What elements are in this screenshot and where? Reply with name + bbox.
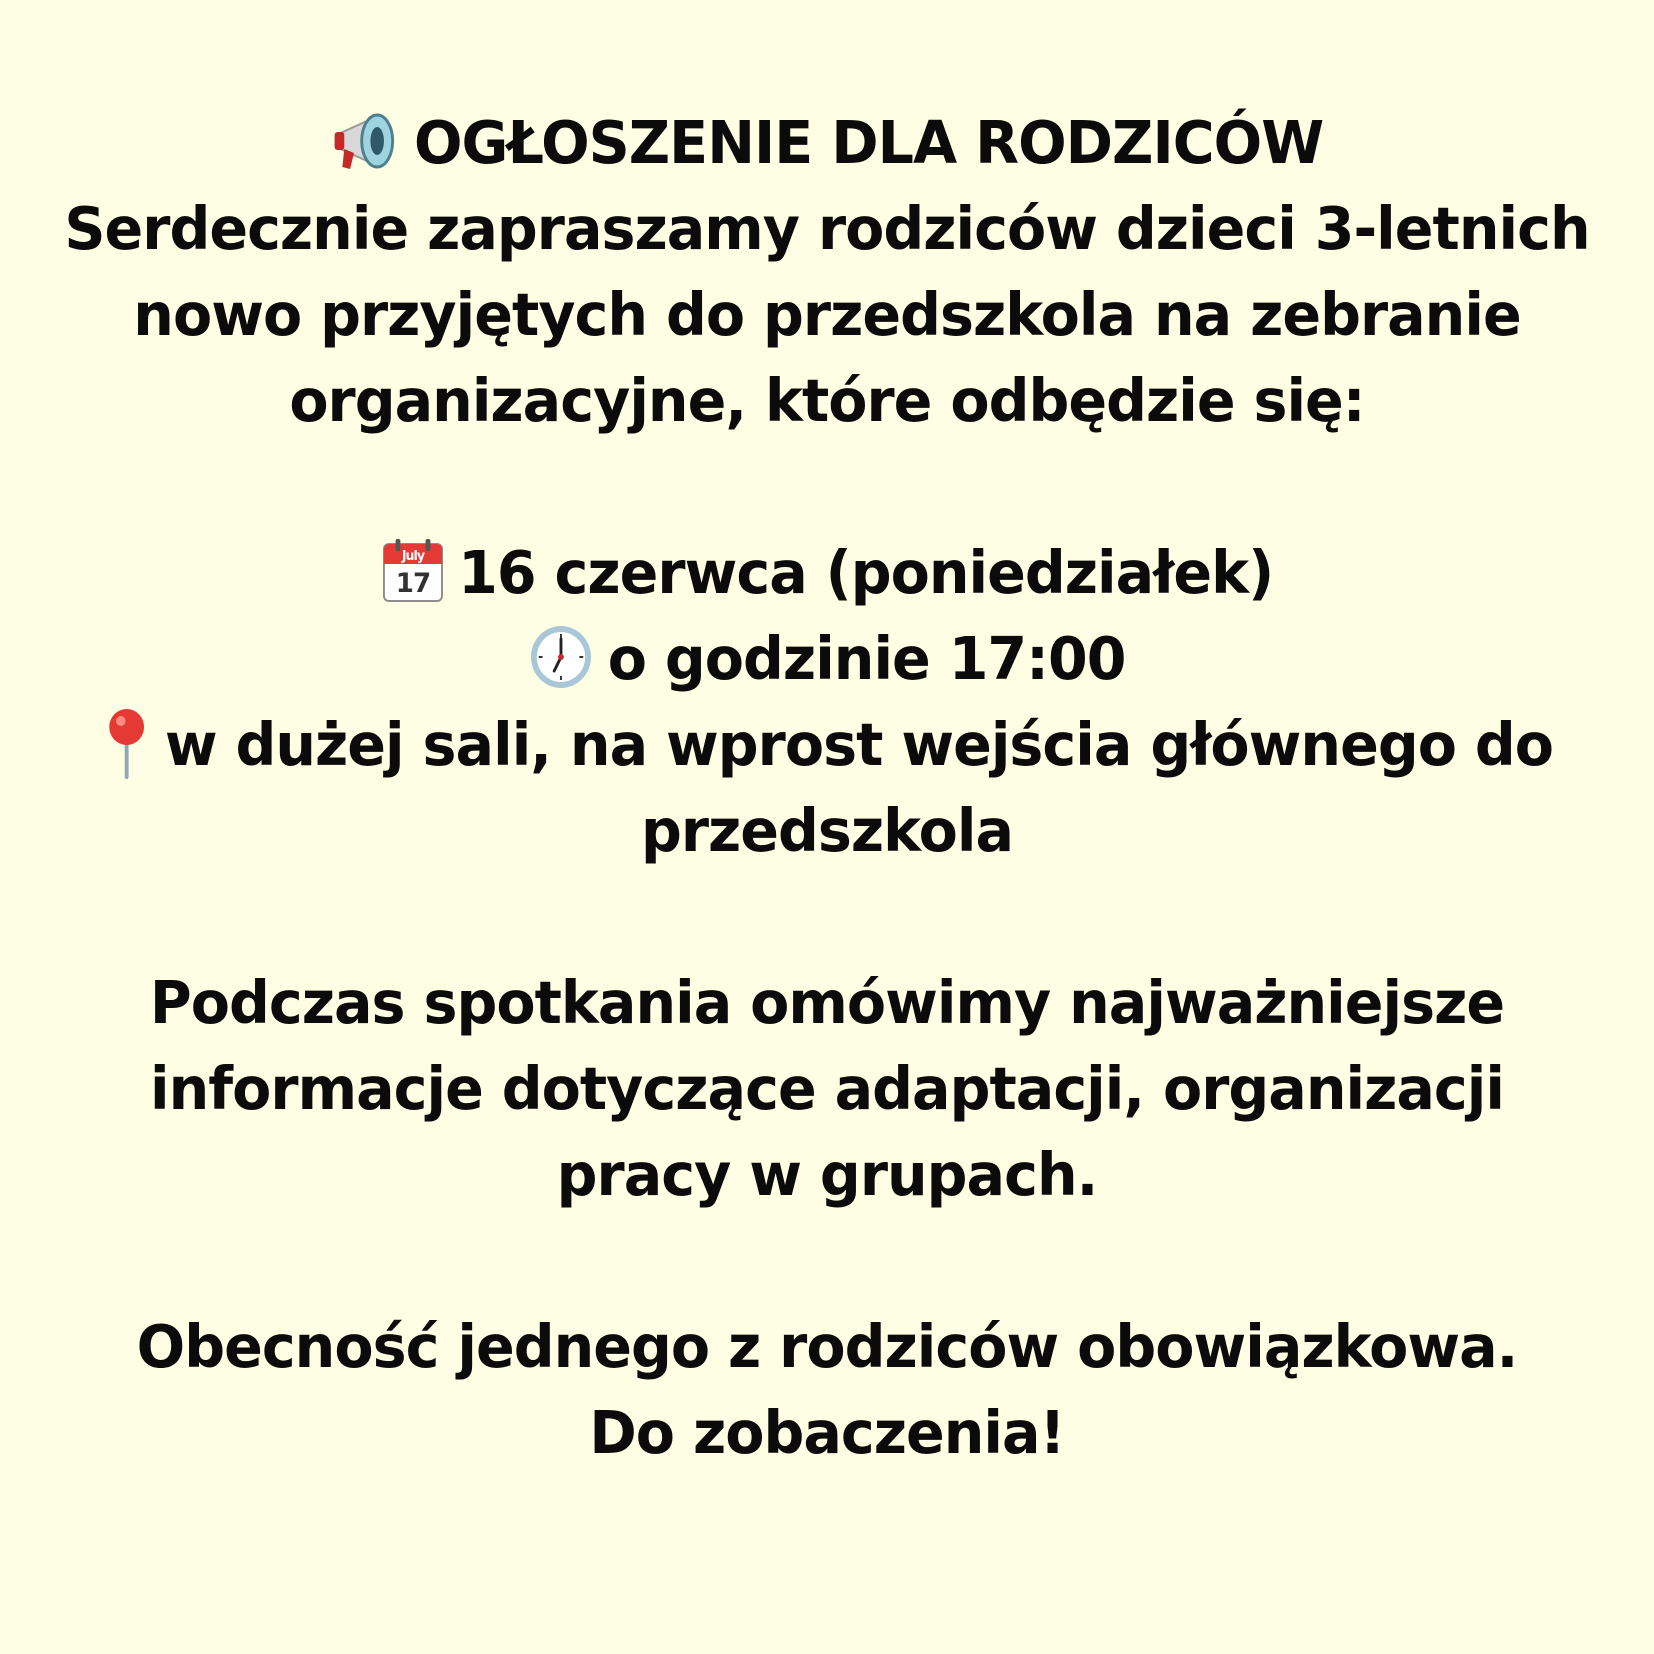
- details-line: Podczas spotkania omówimy najważniejsze: [149, 968, 1505, 1037]
- invite-line: organizacyjne, które odbędzie się:: [289, 366, 1365, 435]
- spacer: [0, 1218, 1654, 1304]
- spacer: [0, 444, 1654, 530]
- closing-line: Obecność jednego z rodziców obowiązkowa.: [136, 1312, 1518, 1381]
- calendar-icon-month: July: [401, 548, 424, 564]
- calendar-icon-day: 17: [395, 567, 430, 600]
- date-line: [27, 530, 1627, 616]
- calendar-icon: [381, 538, 445, 604]
- place-text: w dużej sali, na wprost wejścia głównego do: [164, 710, 1553, 779]
- clock-icon: [528, 623, 594, 691]
- place-line-continued: przedszkola: [640, 796, 1014, 865]
- details-line: informacje dotyczące adaptacji, organizacji: [150, 1054, 1504, 1123]
- spacer: [0, 874, 1654, 960]
- announcement-title-line: [27, 100, 1627, 186]
- pin-icon: [101, 707, 151, 779]
- closing-line: Do zobaczenia!: [589, 1398, 1065, 1467]
- place-line: [27, 702, 1627, 788]
- details-line: pracy w grupach.: [556, 1140, 1098, 1209]
- time-line: [27, 616, 1627, 702]
- megaphone-icon: [331, 109, 401, 173]
- announcement-title: OGŁOSZENIE DLA RODZICÓW: [414, 108, 1324, 177]
- date-text: 16 czerwca (poniedziałek): [458, 538, 1274, 607]
- invite-line: nowo przyjętych do przedszkola na zebranie: [133, 280, 1521, 349]
- time-text: o godzinie 17:00: [607, 624, 1126, 693]
- invite-line: Serdecznie zapraszamy rodziców dzieci 3-letnich: [64, 194, 1590, 263]
